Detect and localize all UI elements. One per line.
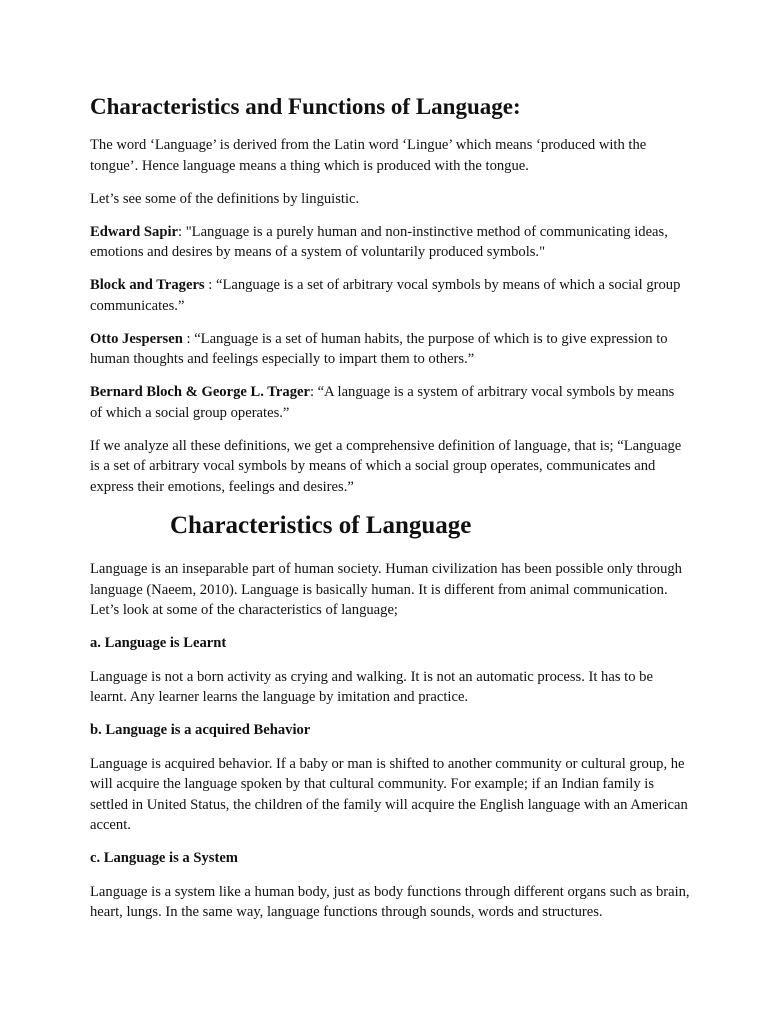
characteristic-text: Language is acquired behavior. If a baby or man is shifted to another community or cultural group, he will acquire the language spoken by that cultural community. For example; if an Indian family is settled in United Status, the children of the family will acquire the English language with an American accent.: [90, 755, 688, 833]
definition-separator: :: [182, 330, 195, 347]
characteristic-heading: b. Language is a acquired Behavior: [90, 722, 311, 738]
definition-text: “A language is a system of arbitrary vocal symbols by means of which a social group operates.”: [90, 384, 675, 421]
definition-text: “Language is a set of arbitrary vocal symbols by means of which a social group communicates.”: [90, 277, 681, 314]
characteristic-text: Language is a system like a human body, just as body functions through different organs such as brain, heart, lungs. In the same way, language functions through sounds, words and structures.: [90, 883, 690, 920]
definition-author: Block and Tragers: [90, 277, 205, 293]
characteristic-heading: c. Language is a System: [90, 850, 238, 866]
definition-text: "Language is a purely human and non-instinctive method of communicating ideas, emotions and desires by means of a system of voluntarily produced symbols.": [90, 223, 668, 260]
definition-separator: :: [204, 277, 216, 293]
definition-paragraph: [90, 222, 690, 263]
definition-separator: :: [178, 223, 186, 240]
definition-author: Edward Sapir: [90, 223, 178, 240]
intro-paragraph: The word ‘Language’ is derived from the Latin word ‘Lingue’ which means ‘produced with the tongue’. Hence language means a thing which is produced with the tongue.: [90, 137, 647, 174]
intro-paragraph: Let’s see some of the definitions by linguistic.: [90, 190, 360, 207]
characteristic-text: Language is not a born activity as crying and walking. It is not an automatic process. It has to be learnt. Any learner learns the language by imitation and practice.: [90, 668, 653, 705]
definition-paragraph: [90, 382, 690, 423]
section-title: Characteristics of Language: [170, 512, 472, 539]
section-intro-paragraph: Language is an inseparable part of human society. Human civilization has been possible only through language (Naeem, 2010). Language is basically human. It is different from animal communication. Let’s look at some of the characteristics of language;: [90, 561, 682, 618]
summary-paragraph: If we analyze all these definitions, we get a comprehensive definition of language, that is; “Language is a set of arbitrary vocal symbols by means of which a social group operates, communicates and express their emotions, feelings and desires.”: [90, 437, 682, 495]
document-title: Characteristics and Functions of Language:: [90, 94, 521, 119]
definition-author: Bernard Bloch & George L. Trager: [90, 384, 310, 400]
definition-text: “Language is a set of human habits, the purpose of which is to give expression to human thoughts and feelings especially to impart them to others.”: [90, 330, 668, 367]
definition-separator: :: [309, 384, 318, 400]
definition-author: Otto Jespersen: [90, 330, 183, 347]
definition-paragraph: [90, 329, 690, 370]
characteristic-heading: a. Language is Learnt: [90, 635, 227, 651]
definition-paragraph: [90, 275, 690, 316]
document-page: [90, 93, 690, 935]
